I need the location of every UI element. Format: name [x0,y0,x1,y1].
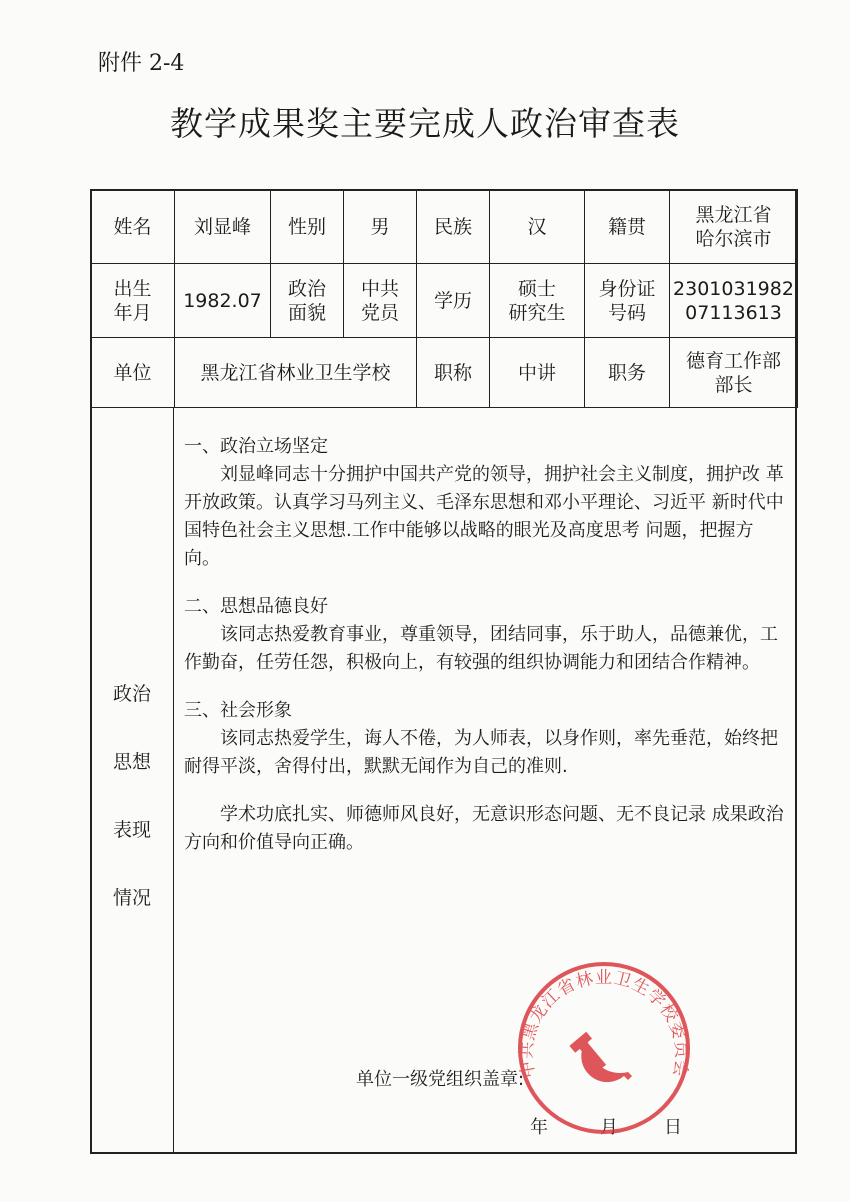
day-label: 日 [664,1117,682,1138]
political-status-value [344,264,417,338]
svg-text:中共黑龙江省林业卫生学校委员会: 中共黑龙江省林业卫生学校委员会 [516,968,692,1080]
section-label-column [90,407,174,1154]
paragraph-social-image: 该同志热爱学生，诲人不倦，为人师表，以身作则，率先垂范，始终把耐得平淡，舍得付出，默默无闻作为自己的准则. [184,728,778,777]
paragraph-political-stance: 刘显峰同志十分拥护中国共产党的领导，拥护社会主义制度，拥护改 革开放政策。认真学习马列主义、毛泽东思想和邓小平理论、习近平 新时代中国特色社会主义思想.工作中能够以战略的眼光及高度思考 问题，把握方向。 [184,464,784,569]
political-label-line-2: 面貌 [287,301,326,324]
hammer-sickle-icon [569,1032,632,1082]
political-value-line-1: 中共 [360,277,399,300]
section-label-4: 情况 [112,887,151,909]
paragraph-moral-character: 该同志热爱教育事业，尊重领导，团结同事，乐于助人，品德兼优，工作勤奋，任劳任怨，积极向上，有较强的组织协调能力和团结合作精神。 [184,624,778,673]
native-place-line-2: 哈尔滨市 [695,227,772,250]
year-label: 年 [530,1117,548,1138]
party-seal-icon [514,958,694,1138]
assessment-content [184,433,784,857]
gender-label: 性别 [271,190,344,264]
ethnicity-label: 民族 [417,190,490,264]
id-number-value [670,264,798,338]
education-line-2: 研究生 [508,301,566,324]
political-status-label [271,264,344,338]
month-label: 月 [600,1117,618,1138]
id-number-label [585,264,670,338]
ethnicity-value: 汉 [490,190,585,264]
heading-political-stance: 一、政治立场坚定 [184,436,328,457]
heading-social-image: 三、社会形象 [184,700,292,721]
info-table [90,189,798,408]
birth-value: 1982.07 [175,264,271,338]
table-row [91,264,798,338]
native-place-value [670,190,798,264]
native-place-line-1: 黑龙江省 [695,203,772,226]
unit-label: 单位 [91,338,175,408]
name-label: 姓名 [91,190,175,264]
section-label-2: 思想 [112,751,151,773]
education-label: 学历 [417,264,490,338]
post-line-2: 部长 [714,373,753,396]
table-row [91,338,798,408]
section-label-3: 表现 [112,819,151,841]
political-value-line-2: 党员 [360,301,399,324]
attachment-label: 附件 2-4 [98,51,185,76]
education-line-1: 硕士 [517,277,556,300]
post-label: 职务 [585,338,670,408]
native-place-label: 籍贯 [585,190,670,264]
gender-value: 男 [344,190,417,264]
heading-moral-character: 二、思想品德良好 [184,596,328,617]
birth-label [91,264,175,338]
name-value: 刘显峰 [175,190,271,264]
section-label-1: 政治 [112,683,151,705]
document-title: 教学成果奖主要完成人政治审查表 [170,104,680,143]
post-value [670,338,798,408]
id-label-line-1: 身份证 [598,277,656,300]
education-value [490,264,585,338]
seal-signature-label: 单位一级党组织盖章: [356,1069,525,1090]
birth-label-line-2: 年月 [113,301,152,324]
job-title-label: 职称 [417,338,490,408]
id-number-line-2: 07113613 [685,301,782,324]
political-label-line-1: 政治 [287,277,326,300]
unit-value: 黑龙江省林业卫生学校 [175,338,417,408]
table-row [91,190,798,264]
paragraph-conclusion: 学术功底扎实、师德师风良好，无意识形态问题、无不良记录 成果政治方向和价值导向正确。 [184,804,784,853]
post-line-1: 德育工作部 [685,349,781,372]
birth-label-line-1: 出生 [113,277,152,300]
job-title-value: 中讲 [490,338,585,408]
id-number-line-1: 2301031982 [673,277,794,300]
id-label-line-2: 号码 [607,301,646,324]
